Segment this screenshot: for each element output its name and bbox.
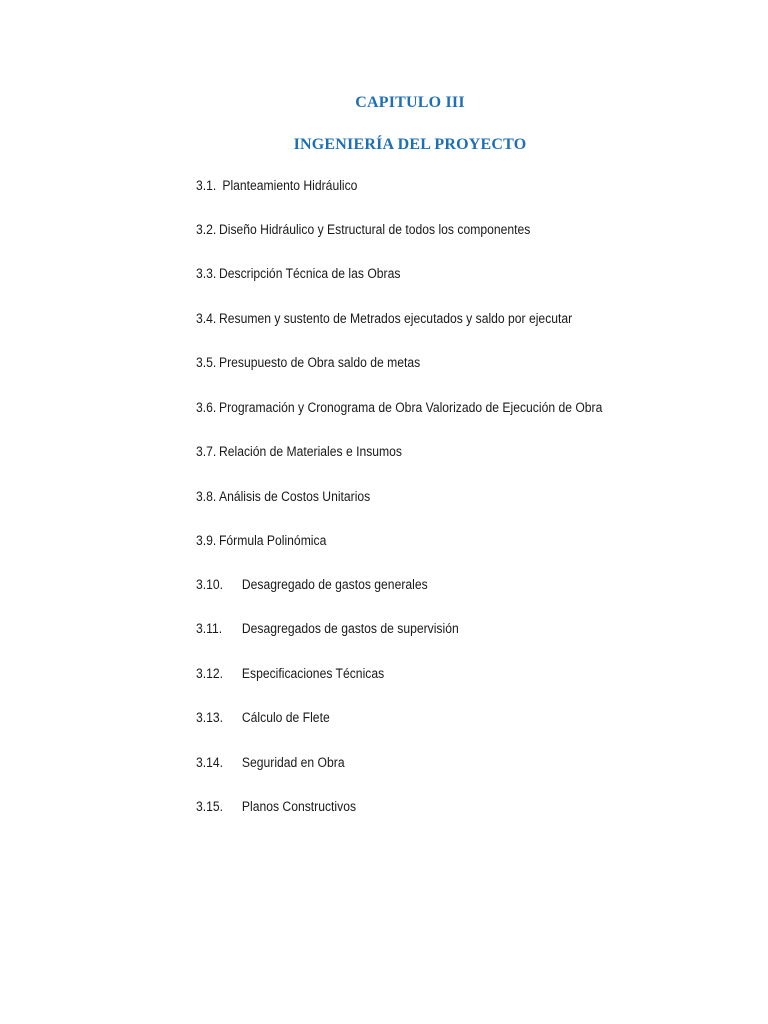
toc-item-text: Planos Constructivos	[241, 799, 357, 814]
toc-item-text: Especificaciones Técnicas	[241, 666, 385, 681]
toc-item-number: 3.15.	[196, 799, 224, 814]
toc-item-number: 3.11.	[196, 621, 223, 636]
toc-item-text: Diseño Hidráulico y Estructural de todos los componentes	[218, 222, 531, 237]
toc-item-number: 3.9.	[196, 533, 217, 548]
toc-item	[196, 710, 330, 725]
toc-item-number: 3.12.	[196, 666, 224, 681]
toc-item-number: 3.7.	[196, 444, 217, 459]
toc-item-number: 3.14.	[196, 755, 224, 770]
toc-item	[196, 621, 459, 636]
toc-item	[196, 444, 402, 459]
toc-item-text: Descripción Técnica de las Obras	[218, 266, 401, 281]
toc-item	[196, 533, 326, 548]
chapter-title: CAPITULO III	[355, 94, 465, 111]
toc-item	[196, 222, 530, 237]
toc-item-text: Presupuesto de Obra saldo de metas	[218, 355, 421, 370]
toc-item-number: 3.8.	[196, 489, 217, 504]
toc-item-text: Desagregado de gastos generales	[241, 577, 428, 592]
toc-item-text: Seguridad en Obra	[241, 755, 345, 770]
section-title: INGENIERÍA DEL PROYECTO	[293, 136, 527, 153]
toc-item-text: Fórmula Polinómica	[218, 533, 327, 548]
toc-item-number: 3.2.	[196, 222, 217, 237]
toc-item-number: 3.3.	[196, 266, 217, 281]
toc-item	[196, 577, 428, 592]
toc-item-text: Desagregados de gastos de supervisión	[241, 621, 459, 636]
toc-item	[196, 266, 400, 281]
toc-item	[196, 311, 572, 326]
toc-item-text: Planteamiento Hidráulico	[218, 178, 358, 193]
toc-item-number: 3.13.	[196, 710, 224, 725]
toc-item-number: 3.5.	[196, 355, 217, 370]
toc-item-text: Cálculo de Flete	[241, 710, 330, 725]
toc-item-text: Programación y Cronograma de Obra Valorizado de Ejecución de Obra	[218, 400, 603, 415]
toc-item	[196, 355, 420, 370]
toc-item-number: 3.10.	[196, 577, 224, 592]
toc-item-number: 3.6.	[196, 400, 217, 415]
toc-item	[196, 755, 345, 770]
toc-item-text: Análisis de Costos Unitarios	[218, 489, 371, 504]
toc-item	[196, 489, 370, 504]
toc-item-text: Resumen y sustento de Metrados ejecutados y saldo por ejecutar	[218, 311, 573, 326]
toc-item-number: 3.1.	[196, 178, 217, 193]
toc-item-text: Relación de Materiales e Insumos	[218, 444, 403, 459]
toc-item	[196, 799, 356, 814]
toc-item	[196, 178, 357, 193]
toc-item-number: 3.4.	[196, 311, 217, 326]
toc-item	[196, 400, 602, 415]
toc-item	[196, 666, 384, 681]
